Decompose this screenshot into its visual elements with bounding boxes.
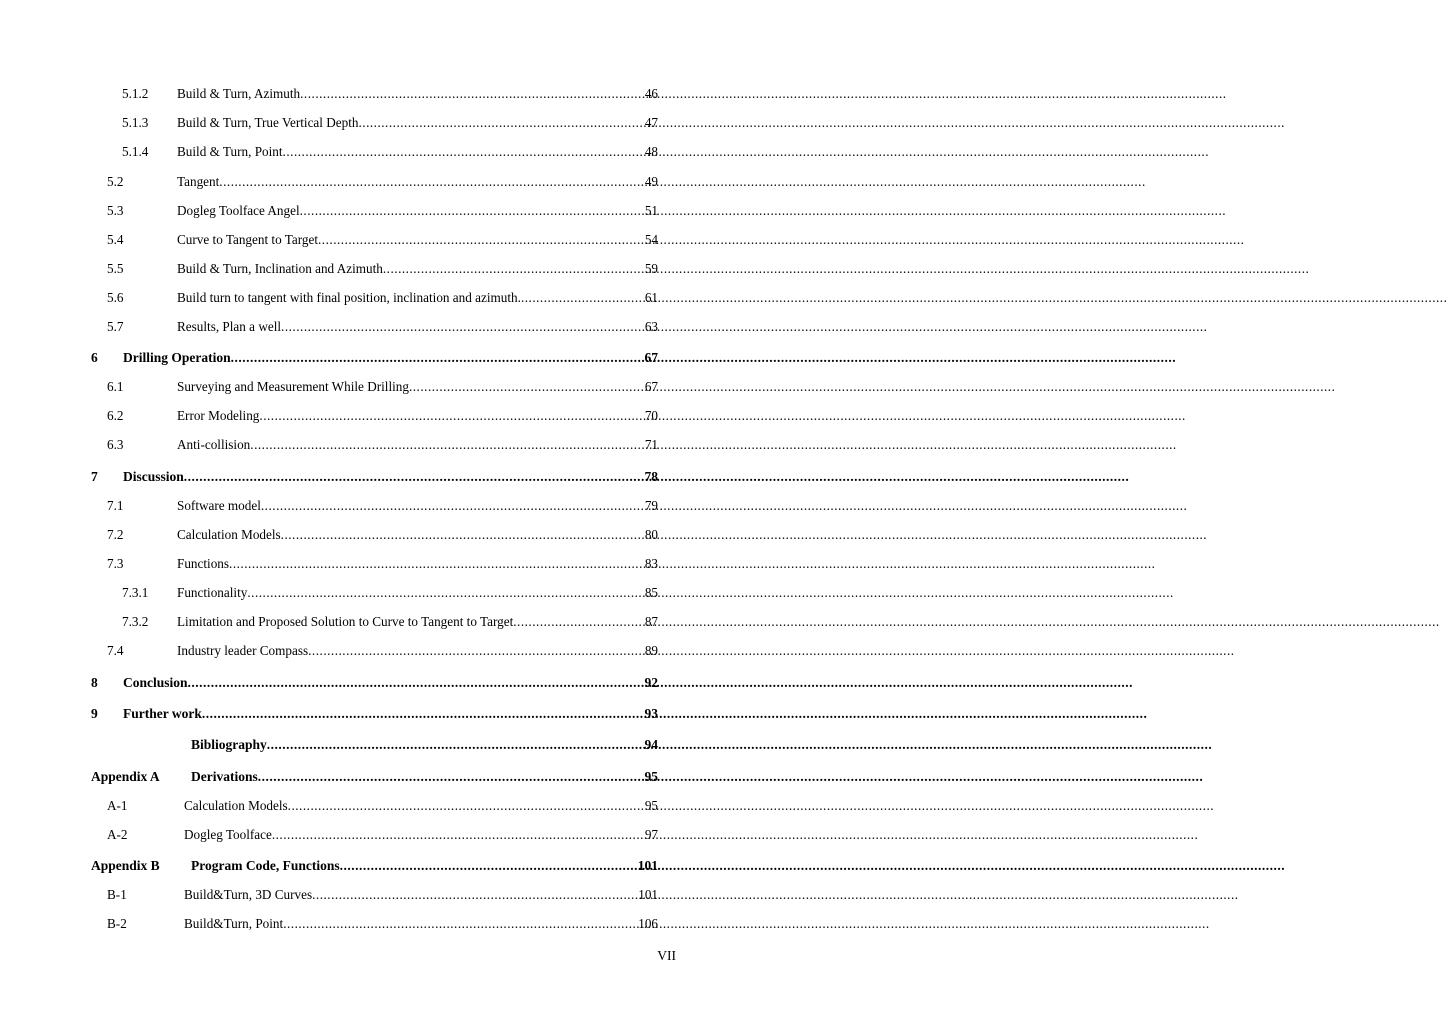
dot-leader: [202, 704, 645, 724]
toc-entry-page: 83: [644, 556, 658, 571]
toc-entry-title: Calculation Models: [184, 798, 288, 813]
toc-entry-title: Build & Turn, Inclination and Azimuth: [177, 261, 383, 276]
toc-entry-number: Appendix A: [91, 769, 160, 784]
toc-entry-title: Dogleg Toolface Angel: [177, 203, 300, 218]
toc-entry[interactable]: [91, 735, 658, 755]
toc-entry-page: 48: [644, 144, 658, 159]
toc-entry-page: 97: [644, 827, 658, 842]
toc-entry-number: 7.3.1: [122, 585, 149, 600]
toc-entry-title: Error Modeling: [177, 408, 260, 423]
toc-entry-number: 5.1.4: [122, 144, 149, 159]
toc-entry[interactable]: [107, 641, 658, 661]
toc-entry[interactable]: [107, 201, 658, 221]
toc-entry[interactable]: [107, 554, 658, 574]
toc-entry[interactable]: [122, 612, 658, 632]
toc-entry-number: 6.2: [107, 408, 124, 423]
toc-entry-title: Anti-collision: [177, 437, 251, 452]
toc-entry-title: Build & Turn, Point: [177, 144, 283, 159]
toc-entry-number: 5.7: [107, 319, 124, 334]
dot-leader: [247, 583, 644, 603]
toc-entry-title: Functions: [177, 556, 230, 571]
toc-entry-page: 47: [644, 115, 658, 130]
toc-entry[interactable]: [107, 825, 658, 845]
toc-entry[interactable]: [91, 467, 658, 487]
dot-leader: [261, 496, 645, 516]
toc-entry-page: 67: [644, 350, 658, 365]
toc-entry[interactable]: [91, 856, 658, 876]
toc-entry-number: 5.3: [107, 203, 124, 218]
toc-entry-number: 8: [91, 675, 98, 690]
toc-entry-page: 46: [644, 86, 658, 101]
toc-entry-page: 51: [644, 203, 658, 218]
toc-entry-title: Discussion: [123, 469, 184, 484]
toc-entry-title: Build turn to tangent with final position, inclination and azimuth.: [177, 290, 521, 305]
toc-entry[interactable]: [107, 914, 658, 934]
toc-entry-page: 93: [644, 706, 658, 721]
dot-leader: [288, 796, 645, 816]
toc-entry-title: Program Code, Functions: [191, 858, 340, 873]
toc-entry-number: 6.1: [107, 379, 124, 394]
dot-leader: [300, 201, 645, 221]
toc-entry-number: 9: [91, 706, 98, 721]
toc-entry[interactable]: [122, 84, 658, 104]
toc-entry-page: 61: [644, 290, 658, 305]
dot-leader: [229, 554, 645, 574]
toc-entry-page: 71: [644, 437, 658, 452]
toc-entry-title: Functionality: [177, 585, 248, 600]
toc-entry-page: 101: [637, 858, 658, 873]
toc-entry-page: 80: [644, 527, 658, 542]
dot-leader: [231, 348, 645, 368]
toc-entry-title: Surveying and Measurement While Drilling: [177, 379, 409, 394]
toc-entry[interactable]: [107, 435, 658, 455]
toc-entry-number: B-2: [107, 916, 127, 931]
toc-entry[interactable]: [107, 496, 658, 516]
toc-entry-page: 70: [644, 408, 658, 423]
toc-entry-number: 5.6: [107, 290, 124, 305]
toc-entry-page: 106: [638, 916, 658, 931]
toc-entry-number: 5.4: [107, 232, 124, 247]
dot-leader: [383, 259, 645, 279]
toc-entry[interactable]: [107, 259, 658, 279]
toc-entry[interactable]: [107, 288, 658, 308]
toc-entry-page: 85: [644, 585, 658, 600]
dot-leader: [281, 317, 645, 337]
toc-entry[interactable]: [91, 348, 658, 368]
toc-entry[interactable]: [107, 796, 658, 816]
dot-leader: [513, 612, 645, 632]
toc-entry-number: 5.5: [107, 261, 124, 276]
dot-leader: [184, 467, 645, 487]
toc-entry-number: Appendix B: [91, 858, 160, 873]
toc-entry-number: 7.1: [107, 498, 124, 513]
toc-entry[interactable]: [107, 317, 658, 337]
dot-leader: [358, 113, 644, 133]
dot-leader: [521, 288, 645, 308]
dot-leader: [312, 885, 638, 905]
toc-entry-number: B-1: [107, 887, 127, 902]
toc-entry-page: 92: [644, 675, 658, 690]
dot-leader: [308, 641, 645, 661]
toc-entry-number: 7: [91, 469, 98, 484]
dot-leader: [272, 825, 645, 845]
toc-entry-page: 78: [644, 469, 658, 484]
toc-entry-page: 101: [638, 887, 658, 902]
dot-leader: [283, 914, 638, 934]
toc-entry[interactable]: [91, 767, 658, 787]
toc-entry-number: 5.1.3: [122, 115, 149, 130]
toc-entry[interactable]: [122, 142, 658, 162]
toc-entry[interactable]: [107, 406, 658, 426]
toc-entry-page: 79: [644, 498, 658, 513]
toc-entry-title: Industry leader Compass: [177, 643, 309, 658]
toc-entry-page: 63: [644, 319, 658, 334]
toc-entry[interactable]: [91, 704, 658, 724]
toc-entry-title: Drilling Operation: [123, 350, 231, 365]
dot-leader: [267, 735, 645, 755]
toc-entry-title: Derivations: [191, 769, 258, 784]
dot-leader: [258, 767, 645, 787]
toc-entry-page: 87: [644, 614, 658, 629]
toc-entry-title: Conclusion: [123, 675, 188, 690]
toc-entry-number: 6: [91, 350, 98, 365]
dot-leader: [300, 84, 645, 104]
toc-entry-title: Build&Turn, Point: [184, 916, 284, 931]
dot-leader: [188, 673, 645, 693]
toc-entry[interactable]: [107, 172, 658, 192]
toc-entry-number: 7.3: [107, 556, 124, 571]
toc-entry-page: 67: [644, 379, 658, 394]
toc-entry[interactable]: [107, 885, 658, 905]
toc-entry-page: 89: [644, 643, 658, 658]
page-number: VII: [657, 948, 676, 963]
toc-entry-number: 7.3.2: [122, 614, 149, 629]
toc-entry[interactable]: [107, 377, 658, 397]
dot-leader: [283, 142, 645, 162]
toc-entry-page: 59: [644, 261, 658, 276]
toc-entry-title: Software model: [177, 498, 261, 513]
toc-entry[interactable]: [107, 230, 658, 250]
toc-entry[interactable]: [122, 113, 658, 133]
toc-entry-title: Bibliography: [191, 737, 267, 752]
toc-entry-title: Build & Turn, Azimuth: [177, 86, 301, 101]
toc-entry-title: Tangent: [177, 174, 220, 189]
toc-entry-title: Build&Turn, 3D Curves: [184, 887, 313, 902]
toc-entry-page: 95: [644, 769, 658, 784]
toc-entry-page: 54: [644, 232, 658, 247]
dot-leader: [409, 377, 645, 397]
toc-entry[interactable]: [122, 583, 658, 603]
toc-entry[interactable]: [91, 673, 658, 693]
toc-entry-number: A-2: [107, 827, 128, 842]
toc-entry-title: Further work: [123, 706, 202, 721]
toc-entry-number: A-1: [107, 798, 128, 813]
toc-entry-number: 6.3: [107, 437, 124, 452]
toc-entry-page: 94: [644, 737, 658, 752]
dot-leader: [281, 525, 645, 545]
toc-entry-title: Build & Turn, True Vertical Depth: [177, 115, 359, 130]
toc-entry-number: 5.2: [107, 174, 124, 189]
dot-leader: [259, 406, 644, 426]
toc-entry-title: Dogleg Toolface: [184, 827, 272, 842]
toc-entry-page: 49: [644, 174, 658, 189]
dot-leader: [318, 230, 645, 250]
toc-entry-title: Limitation and Proposed Solution to Curve to Tangent to Target: [177, 614, 514, 629]
dot-leader: [219, 172, 645, 192]
toc-entry[interactable]: [107, 525, 658, 545]
dot-leader: [340, 856, 638, 876]
toc-entry-page: 95: [644, 798, 658, 813]
toc-entry-number: 5.1.2: [122, 86, 149, 101]
dot-leader: [250, 435, 645, 455]
toc-entry-title: Results, Plan a well: [177, 319, 282, 334]
toc-entry-title: Curve to Tangent to Target: [177, 232, 318, 247]
toc-entry-number: 7.4: [107, 643, 124, 658]
toc-entry-title: Calculation Models: [177, 527, 281, 542]
toc-entry-number: 7.2: [107, 527, 124, 542]
